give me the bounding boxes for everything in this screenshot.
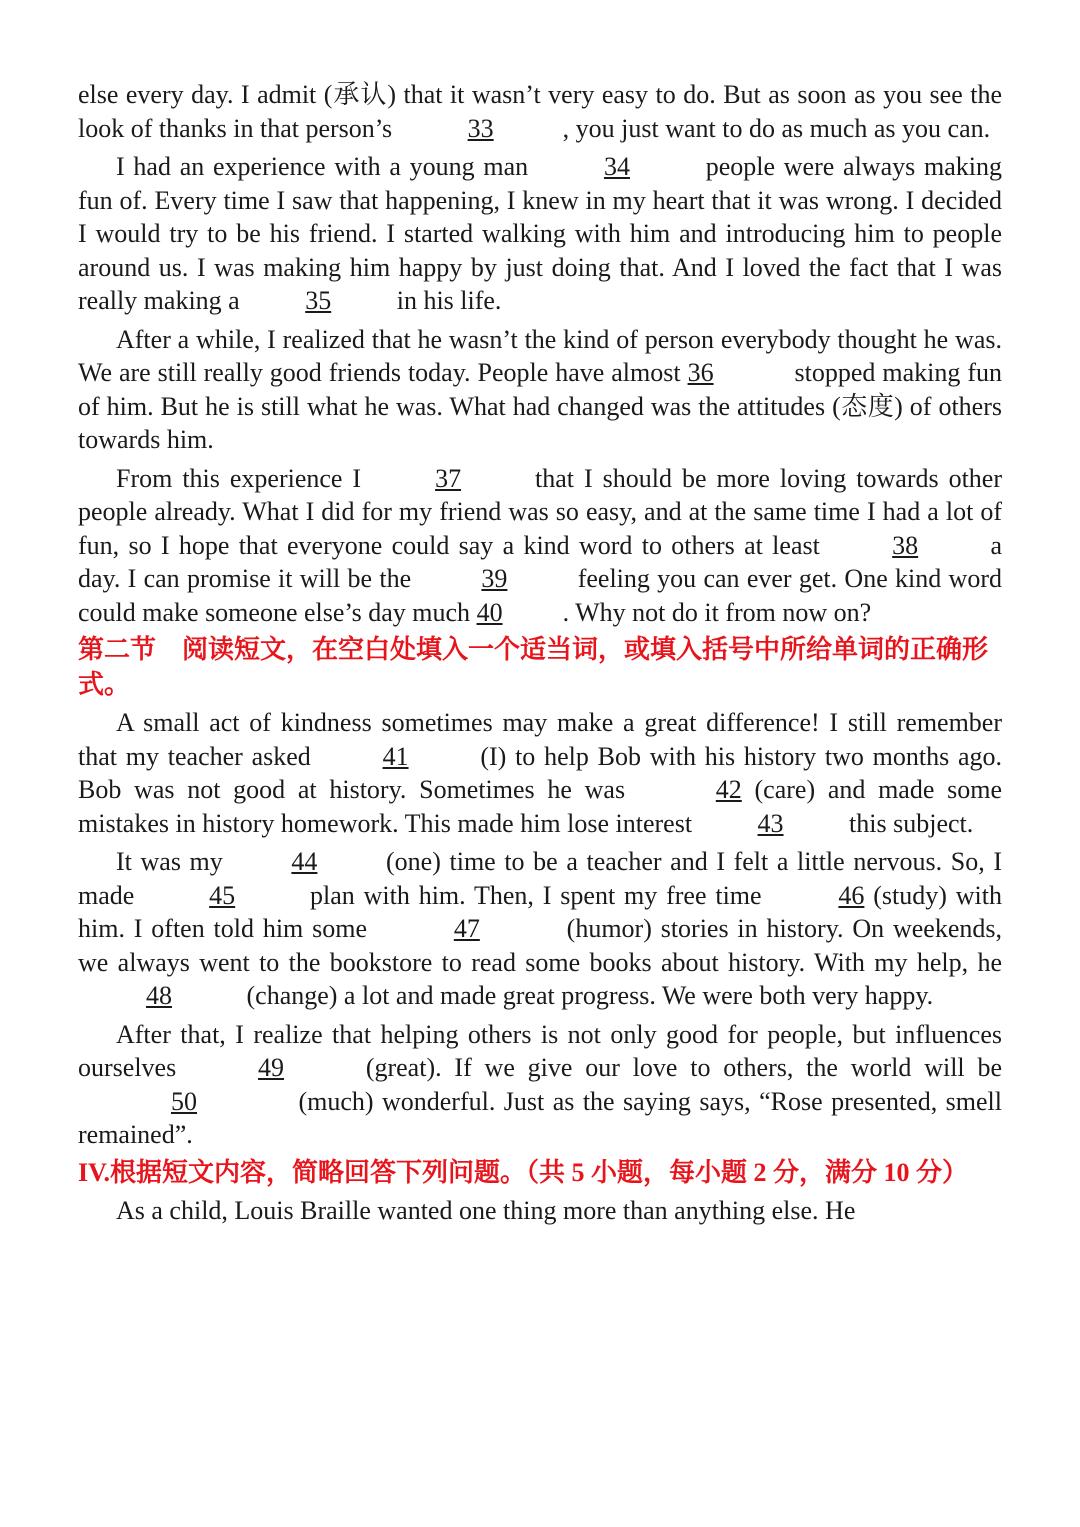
text-run: It was my bbox=[116, 847, 232, 876]
section2-paragraph-2 bbox=[78, 845, 1002, 1013]
blank-42: 42 bbox=[715, 775, 742, 804]
text-run: else every day. I admit (承认) that it wasn’t very easy to do. But as soon as you see the look of thanks in that person’s bbox=[78, 80, 1002, 143]
blank-40: 40 bbox=[476, 597, 503, 627]
text-run: (much) wonderful. Just as the saying says, “Rose presented, smell remained”. bbox=[78, 1086, 1002, 1149]
blank-35: 35 bbox=[305, 286, 332, 315]
blank-39: 39 bbox=[481, 564, 508, 593]
blank-48: 48 bbox=[146, 981, 172, 1010]
section2-heading: 第二节 阅读短文，在空白处填入一个适当词，或填入括号中所给单词的正确形式。 bbox=[78, 635, 989, 699]
text-run: plan with him. Then, I spent my free time bbox=[301, 880, 771, 910]
text-run: in his life. bbox=[390, 286, 502, 315]
text-run: After a while, I realized that he wasn’t the kind of person everybody thought he was. We are still really good friends today. People have almost bbox=[78, 324, 1002, 387]
blank-43: 43 bbox=[757, 808, 784, 838]
blank-41: 41 bbox=[382, 741, 409, 771]
section2-paragraph-1 bbox=[78, 706, 1002, 840]
blank-33: 33 bbox=[467, 113, 494, 143]
text-run: feeling you can ever get. One kind word could make someone else’s day much bbox=[78, 564, 1002, 627]
text-run: A small act of kindness sometimes may make a great difference! I still remember that my teacher asked bbox=[78, 708, 1002, 771]
passage1-paragraph-4 bbox=[78, 462, 1002, 630]
passage1-paragraph-2 bbox=[78, 150, 1002, 318]
blank-34: 34 bbox=[603, 152, 630, 181]
text-run: (care) and made some mistakes in history homework. This made him lose interest bbox=[78, 775, 1002, 838]
text-run: people were always making fun of. Every time I saw that happening, I knew in my heart that it was wrong. I decided I would try to be his friend. I started walking with him and introducing him to people around us. I was making him happy by just doing that. And I loved the fact that I was really making a bbox=[78, 152, 1002, 315]
blank-46: 46 bbox=[838, 880, 865, 910]
text-run: that I should be more loving towards other people already. What I did for my friend was so easy, and at the same time I had a lot of fun, so I hope that everyone could say a kind word to others at least bbox=[78, 463, 1002, 560]
blank-49: 49 bbox=[258, 1053, 285, 1082]
text-run: I had an experience with a young man bbox=[116, 152, 537, 181]
text-run: (one) time to be a teacher and I felt a little nervous. So, I made bbox=[78, 847, 1002, 910]
text-run: . Why not do it from now on? bbox=[562, 597, 872, 627]
text-run: (humor) stories in history. On weekends, we always went to the bookstore to read some books about history. With my help, he bbox=[78, 914, 1002, 977]
blank-36: 36 bbox=[687, 358, 714, 387]
text-run: a day. I can promise it will be the bbox=[78, 530, 1002, 593]
section4-heading: IV.根据短文内容，简略回答下列问题。（共 5 小题，每小题 2 分，满分 10 分） bbox=[78, 1157, 969, 1187]
blank-37: 37 bbox=[435, 463, 462, 493]
blank-44: 44 bbox=[291, 847, 318, 876]
text-run: this subject. bbox=[842, 808, 974, 838]
passage1-paragraph-3 bbox=[78, 323, 1002, 457]
text-run: stopped making fun of him. But he is still what he was. What had changed was the attitudes (态度) of others towards him. bbox=[78, 358, 1002, 454]
text-run: (change) a lot and made great progress. We were both very happy. bbox=[240, 981, 934, 1010]
blank-47: 47 bbox=[453, 914, 480, 943]
text-run: , you just want to do as much as you can. bbox=[562, 113, 991, 143]
text-run: From this experience I bbox=[116, 463, 372, 493]
blank-38: 38 bbox=[892, 530, 919, 560]
text-run: (great). If we give our love to others, the world will be bbox=[353, 1053, 1002, 1082]
section2-paragraph-3 bbox=[78, 1018, 1002, 1152]
blank-50: 50 bbox=[171, 1086, 197, 1116]
blank-45: 45 bbox=[209, 880, 236, 910]
text-run: (I) to help Bob with his history two months ago. Bob was not good at history. Sometimes he was bbox=[78, 741, 1003, 804]
text-run: After that, I realize that helping others is not only good for people, but influences ourselves bbox=[78, 1019, 1002, 1082]
page-content bbox=[78, 78, 1002, 1232]
text-run: (study) with him. I often told him some bbox=[78, 880, 1002, 943]
passage1-paragraph-1 bbox=[78, 78, 1002, 145]
section4-paragraph-1: As a child, Louis Braille wanted one thing more than anything else. He bbox=[116, 1195, 856, 1225]
